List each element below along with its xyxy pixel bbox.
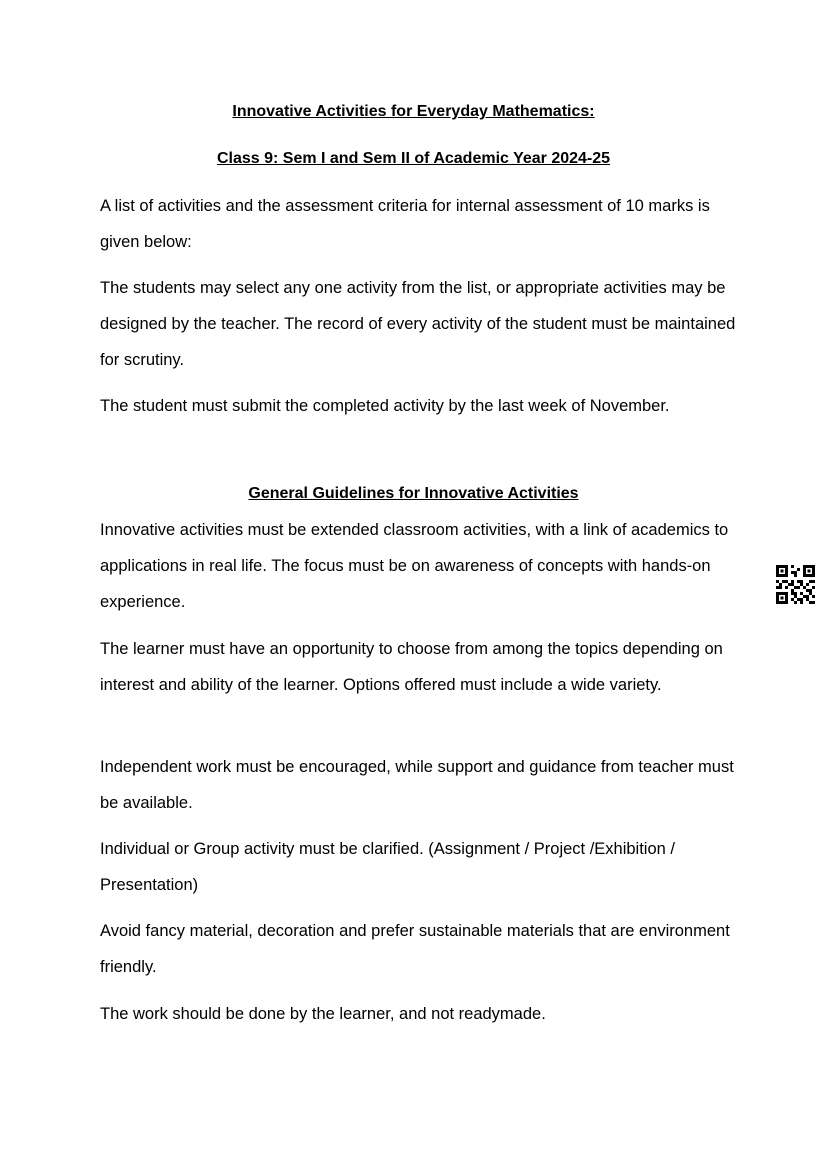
guideline-paragraph: The work should be done by the learner, and not readymade. <box>100 1005 546 1023</box>
guideline-paragraph: Avoid fancy material, decoration and prefer sustainable materials that are environment friendly. <box>100 922 730 976</box>
guideline-paragraph: Independent work must be encouraged, while support and guidance from teacher must be available. <box>100 758 734 812</box>
guideline-paragraph: Individual or Group activity must be clarified. (Assignment / Project /Exhibition / Presentation) <box>100 840 675 894</box>
document-title: Innovative Activities for Everyday Mathematics: <box>232 103 595 120</box>
intro-paragraph: The student must submit the completed activity by the last week of November. <box>100 397 670 415</box>
document-subtitle: Class 9: Sem I and Sem II of Academic Year 2024-25 <box>216 150 611 167</box>
guideline-paragraph: The learner must have an opportunity to choose from among the topics depending on interest and ability of the learner. Options offered must include a wide variety. <box>100 640 723 694</box>
guidelines-heading: General Guidelines for Innovative Activities <box>248 485 579 502</box>
qr-code-icon <box>776 565 815 604</box>
intro-paragraph: A list of activities and the assessment criteria for internal assessment of 10 marks is given below: <box>100 197 710 251</box>
intro-paragraph: The students may select any one activity from the list, or appropriate activities may be designed by the teacher. The record of every activity of the student must be maintained for scrutiny. <box>100 279 736 369</box>
guideline-paragraph: Innovative activities must be extended classroom activities, with a link of academics to applications in real life. The focus must be on awareness of concepts with hands-on experience. <box>100 521 729 611</box>
